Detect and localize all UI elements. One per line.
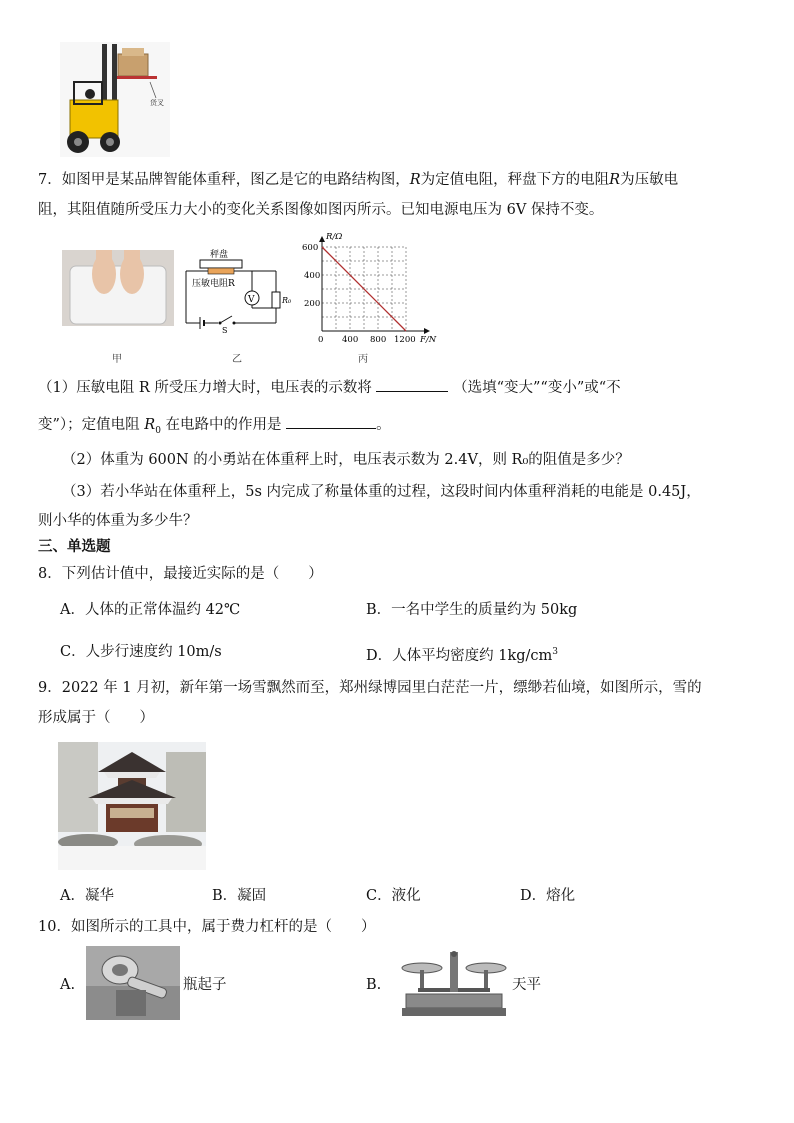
xtick-400: 400 (342, 335, 359, 345)
snow-pavilion-image (58, 742, 206, 870)
q9-line1: 9．2022 年 1 月初，新年第一场雪飘然而至，郑州绿博园里白茫茫一片，缥缈若仙境，如图所示，雪的 (38, 680, 702, 696)
fork-label: 货叉 (150, 99, 164, 107)
bottle-opener-image (86, 946, 180, 1020)
voltmeter-label: V (248, 295, 255, 305)
graph-xlabel: F/N (420, 335, 437, 345)
resistance-force-graph (302, 230, 442, 346)
ytick-600: 600 (302, 243, 319, 253)
q7-line2: 阻，其阻值随所受压力大小的变化关系图像如图丙所示。已知电源电压为 6V 保持不变。 (38, 202, 604, 218)
origin-label: 0 (318, 335, 324, 345)
q7-sub2: （2）体重为 600N 的小勇站在体重秤上时，电压表示数为 2.4V，则 R₀的阻值是多少？ (62, 452, 630, 468)
q9-option-d[interactable]: D．熔化 (520, 888, 576, 904)
caption-yi: 乙 (232, 354, 242, 365)
r0-label: R₀ (282, 296, 292, 305)
q7-sub1-line1: （1）压敏电阻 R 所受压力增大时，电压表的示数将 （选填“变大”“变小”或“不 (38, 377, 621, 398)
ytick-400: 400 (304, 271, 321, 281)
forklift-image (60, 42, 170, 157)
q8-option-d[interactable]: D．人体平均密度约 $1kg/cm^3$ (366, 647, 559, 664)
q9-option-b[interactable]: B．凝固 (212, 888, 267, 904)
q8-stem: 8．下列估计值中，最接近实际的是（ ） (38, 566, 323, 582)
q9-line2: 形成属于（ ） (38, 710, 154, 726)
q10-option-b-label[interactable]: 天平 (512, 977, 541, 993)
q10-option-a-label[interactable]: 瓶起子 (183, 977, 227, 993)
sensor-label: 压敏电阻R (192, 279, 235, 289)
pan-label: 秤盘 (210, 250, 229, 260)
q9-option-a[interactable]: A．凝华 (60, 888, 114, 904)
answer-blank-1[interactable] (376, 377, 448, 392)
switch-label: S (222, 326, 228, 334)
section-title: 三、单选题 (38, 539, 111, 555)
q10-option-b-letter[interactable]: B. (366, 977, 382, 993)
balance-scale-image (398, 948, 510, 1020)
q10-option-a-letter[interactable]: A. (60, 977, 76, 993)
q8-option-c[interactable]: C．人步行速度约 10m/s (60, 644, 222, 660)
graph-ylabel: R/Ω (326, 232, 343, 242)
xtick-1200: 1200 (394, 335, 416, 345)
ytick-200: 200 (304, 299, 321, 309)
answer-blank-2[interactable] (286, 414, 376, 429)
q9-option-c[interactable]: C．液化 (366, 888, 421, 904)
scale-photo (62, 250, 174, 326)
q10-stem: 10．如图所示的工具中，属于费力杠杆的是（ ） (38, 919, 376, 935)
caption-jia: 甲 (112, 354, 122, 365)
q7-sub1-line2: 变”）；定值电阻 $R_0$ 在电路中的作用是 。 (38, 414, 391, 441)
q7-sub3-line1: （3）若小华站在体重秤上，5s 内完成了称量体重的过程，这段时间内体重秤消耗的电能是 0.45J， (62, 484, 701, 500)
q7-line1: 7．如图甲是某品牌智能体重秤，图乙是它的电路结构图，R为定值电阻，秤盘下方的电阻R为压敏电 (38, 172, 679, 188)
circuit-diagram (178, 246, 300, 334)
q8-option-b[interactable]: B．一名中学生的质量约为 50kg (366, 602, 578, 618)
xtick-800: 800 (370, 335, 387, 345)
q8-option-a[interactable]: A．人体的正常体温约 42℃ (60, 602, 241, 618)
q7-sub3-line2: 则小华的体重为多少牛？ (38, 513, 198, 529)
caption-bing: 丙 (358, 354, 368, 365)
